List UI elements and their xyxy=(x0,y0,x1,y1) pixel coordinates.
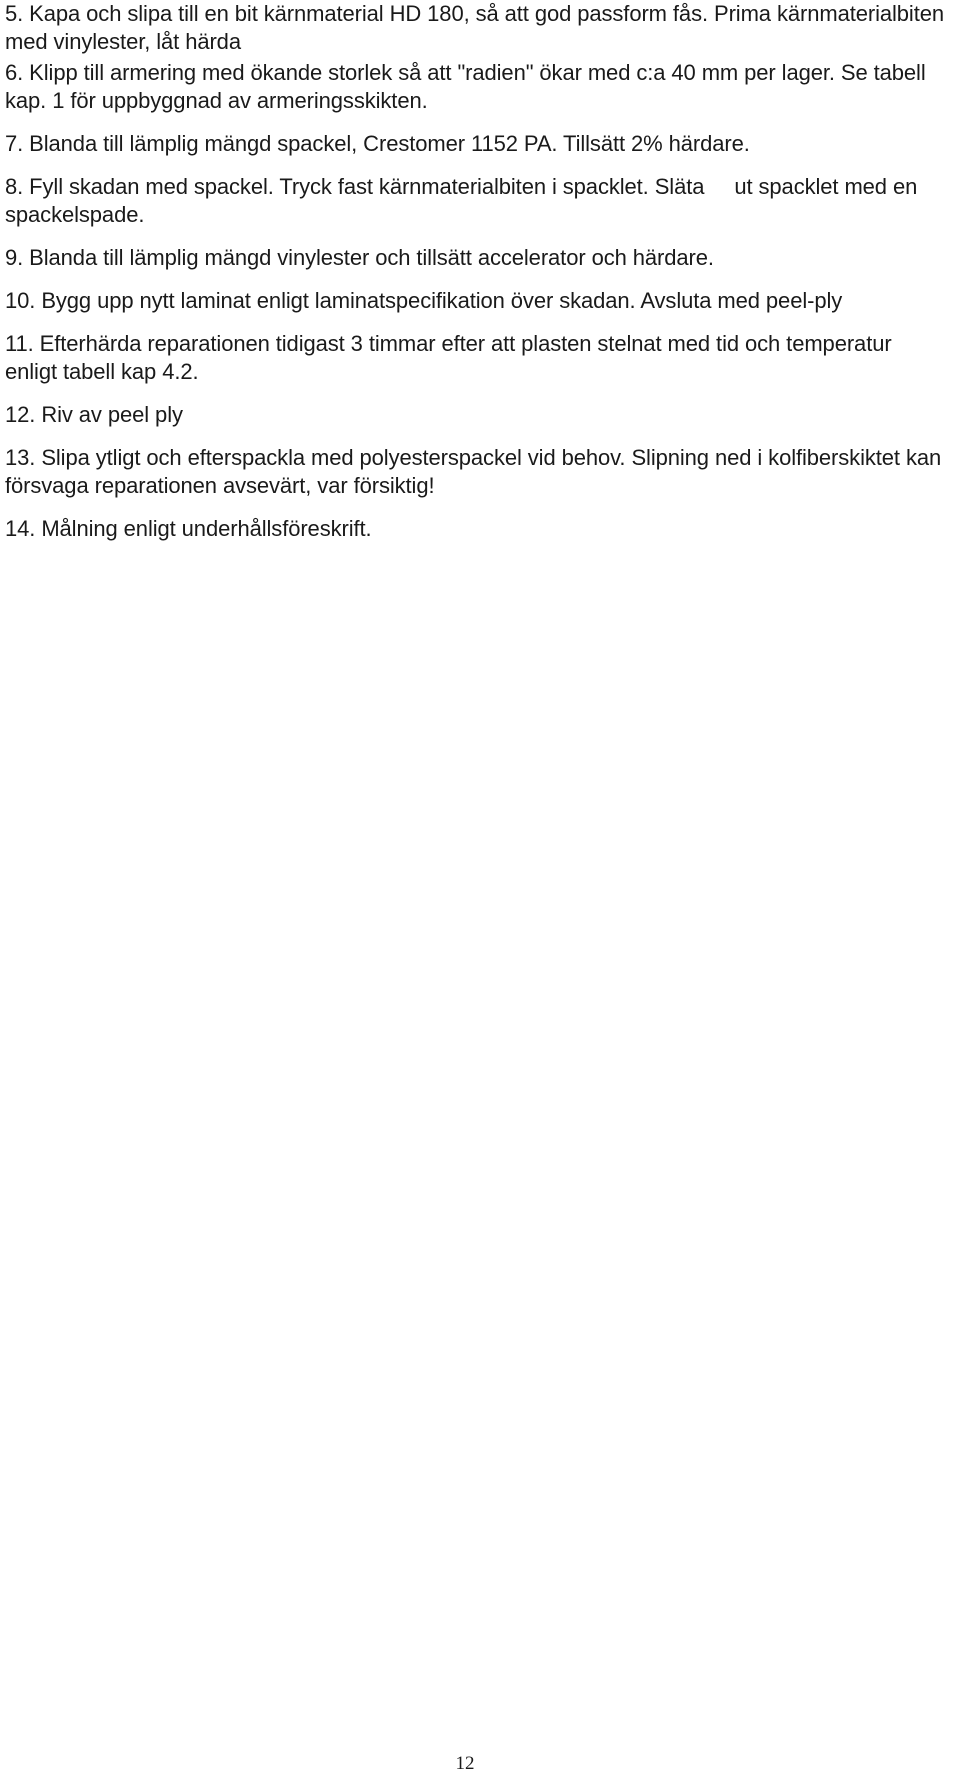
step-text: Blanda till lämplig mängd vinylester och tillsätt accelerator och härdare. xyxy=(29,245,714,270)
document-body xyxy=(5,0,945,543)
step-text: Klipp till armering med ökande storlek så att "radien" ökar med c:a 40 mm per lager. Se tabell kap. 1 för uppbyggnad av armeringsskikten. xyxy=(5,60,926,113)
step-number: 12. xyxy=(5,402,36,427)
step-number: 6. xyxy=(5,60,24,85)
step-number: 5. xyxy=(5,1,24,26)
step-text: Riv av peel ply xyxy=(41,402,183,427)
step-text-continued: ut spacklet med en spackelspade. xyxy=(5,174,918,227)
step-number: 11. xyxy=(5,331,34,356)
step-9 xyxy=(5,244,945,272)
step-14 xyxy=(5,515,945,543)
step-6 xyxy=(5,59,945,115)
step-text: Slipa ytligt och efterspackla med polyesterspackel vid behov. Slipning ned i kolfiberskiktet kan försvaga reparationen avsevärt, var försiktig! xyxy=(5,445,942,498)
step-number: 7. xyxy=(5,131,24,156)
step-text: Fyll skadan med spackel. Tryck fast kärnmaterialbiten i spacklet. Släta xyxy=(29,174,705,199)
step-text: Kapa och slipa till en bit kärnmaterial HD 180, så att god passform fås. Prima kärnmaterialbiten med vinylester, låt härda xyxy=(5,1,945,54)
page-number: 12 xyxy=(455,1753,475,1774)
step-text: Bygg upp nytt laminat enligt laminatspecifikation över skadan. Avsluta med peel-ply xyxy=(41,288,843,313)
step-11 xyxy=(5,330,945,386)
step-number: 8. xyxy=(5,174,24,199)
step-text: Efterhärda reparationen tidigast 3 timmar efter att plasten stelnat med tid och temperatur enligt tabell kap 4.2. xyxy=(5,331,892,384)
step-8 xyxy=(5,173,945,229)
step-7 xyxy=(5,130,945,158)
step-number: 13. xyxy=(5,445,36,470)
step-12 xyxy=(5,401,945,429)
step-13 xyxy=(5,444,945,500)
step-text: Målning enligt underhållsföreskrift. xyxy=(41,516,372,541)
step-text: Blanda till lämplig mängd spackel, Crestomer 1152 PA. Tillsätt 2% härdare. xyxy=(29,131,750,156)
step-number: 9. xyxy=(5,245,24,270)
step-number: 10. xyxy=(5,288,36,313)
step-10 xyxy=(5,287,945,315)
step-5 xyxy=(5,0,945,56)
step-number: 14. xyxy=(5,516,36,541)
